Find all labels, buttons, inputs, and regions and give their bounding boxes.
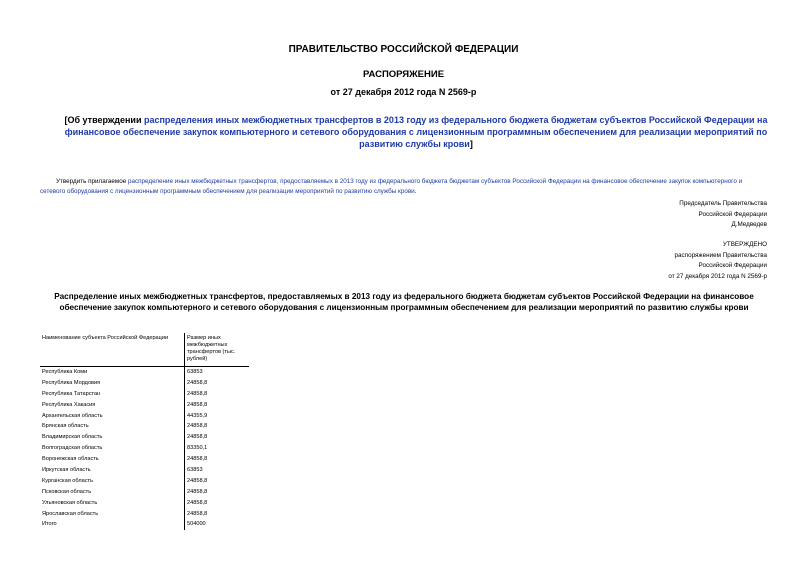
title-suffix: ] <box>469 139 473 149</box>
table-row <box>40 421 249 432</box>
table-row <box>40 389 249 400</box>
region-cell: Ульяновская область <box>40 498 185 509</box>
region-cell: Курганская область <box>40 476 185 487</box>
approval-country: Российской Федерации <box>698 262 767 269</box>
amount-cell: 44355,9 <box>187 412 208 419</box>
region-cell: Республика Хакасия <box>40 400 185 411</box>
distribution-title: Распределение иных межбюджетных трансфертов, предоставляемых в 2013 году из федерального бюджета бюджетам субъектов Российской Федерации на финансовое обеспечение закупок компьютерного и сетевого оборудования с лицензионным программным обеспечением для реализации мероприятий по развитию службы крови <box>54 292 754 312</box>
approval-date: от 27 декабря 2012 года N 2569-р <box>668 272 767 280</box>
region-cell: Ярославская область <box>40 509 185 520</box>
body-link[interactable]: распределение иных межбюджетных трансфертов, предоставляемых в 2013 году из федерального бюджета бюджетам субъектов Российской Федерации на финансовое обеспечение закупок компьютерного и сетевого оборудования с лицензионным программным обеспечением для реализации мероприятий по развитию службы крови <box>40 178 743 195</box>
signature-position: Председатель Правительства <box>679 200 767 207</box>
region-cell: Владимирская область <box>40 432 185 443</box>
approval-block <box>567 240 767 282</box>
document-title <box>56 114 776 150</box>
region-cell: Республика Коми <box>40 367 185 378</box>
table-row <box>40 454 249 465</box>
amount-cell: 24858,8 <box>187 499 208 506</box>
region-cell: Псковская область <box>40 487 185 498</box>
authority-heading: ПРАВИТЕЛЬСТВО РОССИЙСКОЙ ФЕДЕРАЦИИ <box>288 44 519 55</box>
title-prefix: [Об утверждении <box>64 115 144 125</box>
region-cell: Республика Татарстан <box>40 389 185 400</box>
amount-cell: 24858,8 <box>187 477 208 484</box>
document-type-heading: РАСПОРЯЖЕНИЕ <box>362 69 445 80</box>
amount-cell: 63853 <box>187 369 203 375</box>
body-tail: . <box>414 188 417 195</box>
table-row <box>40 367 249 378</box>
table-header-row <box>40 333 249 367</box>
table-row <box>40 465 249 476</box>
table-row <box>40 432 249 443</box>
signature-block <box>567 199 767 231</box>
region-cell: Республика Мордовия <box>40 378 185 389</box>
approval-by: распоряжением Правительства <box>674 251 767 259</box>
table-row <box>40 411 249 422</box>
table-row <box>40 443 249 454</box>
table-row <box>40 400 249 411</box>
column-header-region: Наименование субъекта Российской Федерации <box>40 333 185 367</box>
amount-cell: 24858,8 <box>187 401 208 408</box>
region-cell: Воронежская область <box>40 454 185 465</box>
table-row <box>40 487 249 498</box>
table-row <box>40 498 249 509</box>
body-paragraph <box>40 177 768 197</box>
amount-cell: 24858,8 <box>187 434 208 441</box>
amount-cell: 24858,8 <box>187 510 208 517</box>
amount-cell: 24858,8 <box>187 423 208 430</box>
signature-country: Российской Федерации <box>698 210 767 218</box>
distribution-table <box>40 333 249 530</box>
body-lead: Утвердить прилагаемое <box>56 178 128 185</box>
amount-cell: 504000 <box>187 521 206 528</box>
table-row <box>40 476 249 487</box>
signature-name: Д.Медведев <box>731 221 767 228</box>
region-cell: Брянская область <box>40 421 185 432</box>
amount-cell: 24858,8 <box>187 390 208 397</box>
table-row <box>40 519 249 530</box>
amount-cell: 24858,8 <box>187 456 208 463</box>
column-header-amount: Размер иных межбюджетных трансфертов (тыс. рублей) <box>185 333 250 367</box>
table-row <box>40 378 249 389</box>
document-date-number: от 27 декабря 2012 года N 2569-р <box>330 87 477 97</box>
table-row <box>40 509 249 520</box>
region-cell: Волгоградская область <box>40 443 185 454</box>
amount-cell: 63853 <box>187 467 203 474</box>
amount-cell: 24858,8 <box>187 488 208 495</box>
region-cell: Архангельская область <box>40 411 185 422</box>
approval-label: УТВЕРЖДЕНО <box>722 241 767 248</box>
amount-cell: 24858,8 <box>187 379 208 386</box>
title-link[interactable]: распределения иных межбюджетных трансфертов в 2013 году из федерального бюджета бюджетам субъектов Российской Федерации на финансовое обеспечение закупок компьютерного и сетевого оборудования с лицензионным программным обеспечением для реализации мероприятий по развитию службы крови <box>64 115 768 149</box>
region-cell: Итого <box>40 519 185 530</box>
region-cell: Иркутская область <box>40 465 185 476</box>
amount-cell: 83350,1 <box>187 445 208 452</box>
